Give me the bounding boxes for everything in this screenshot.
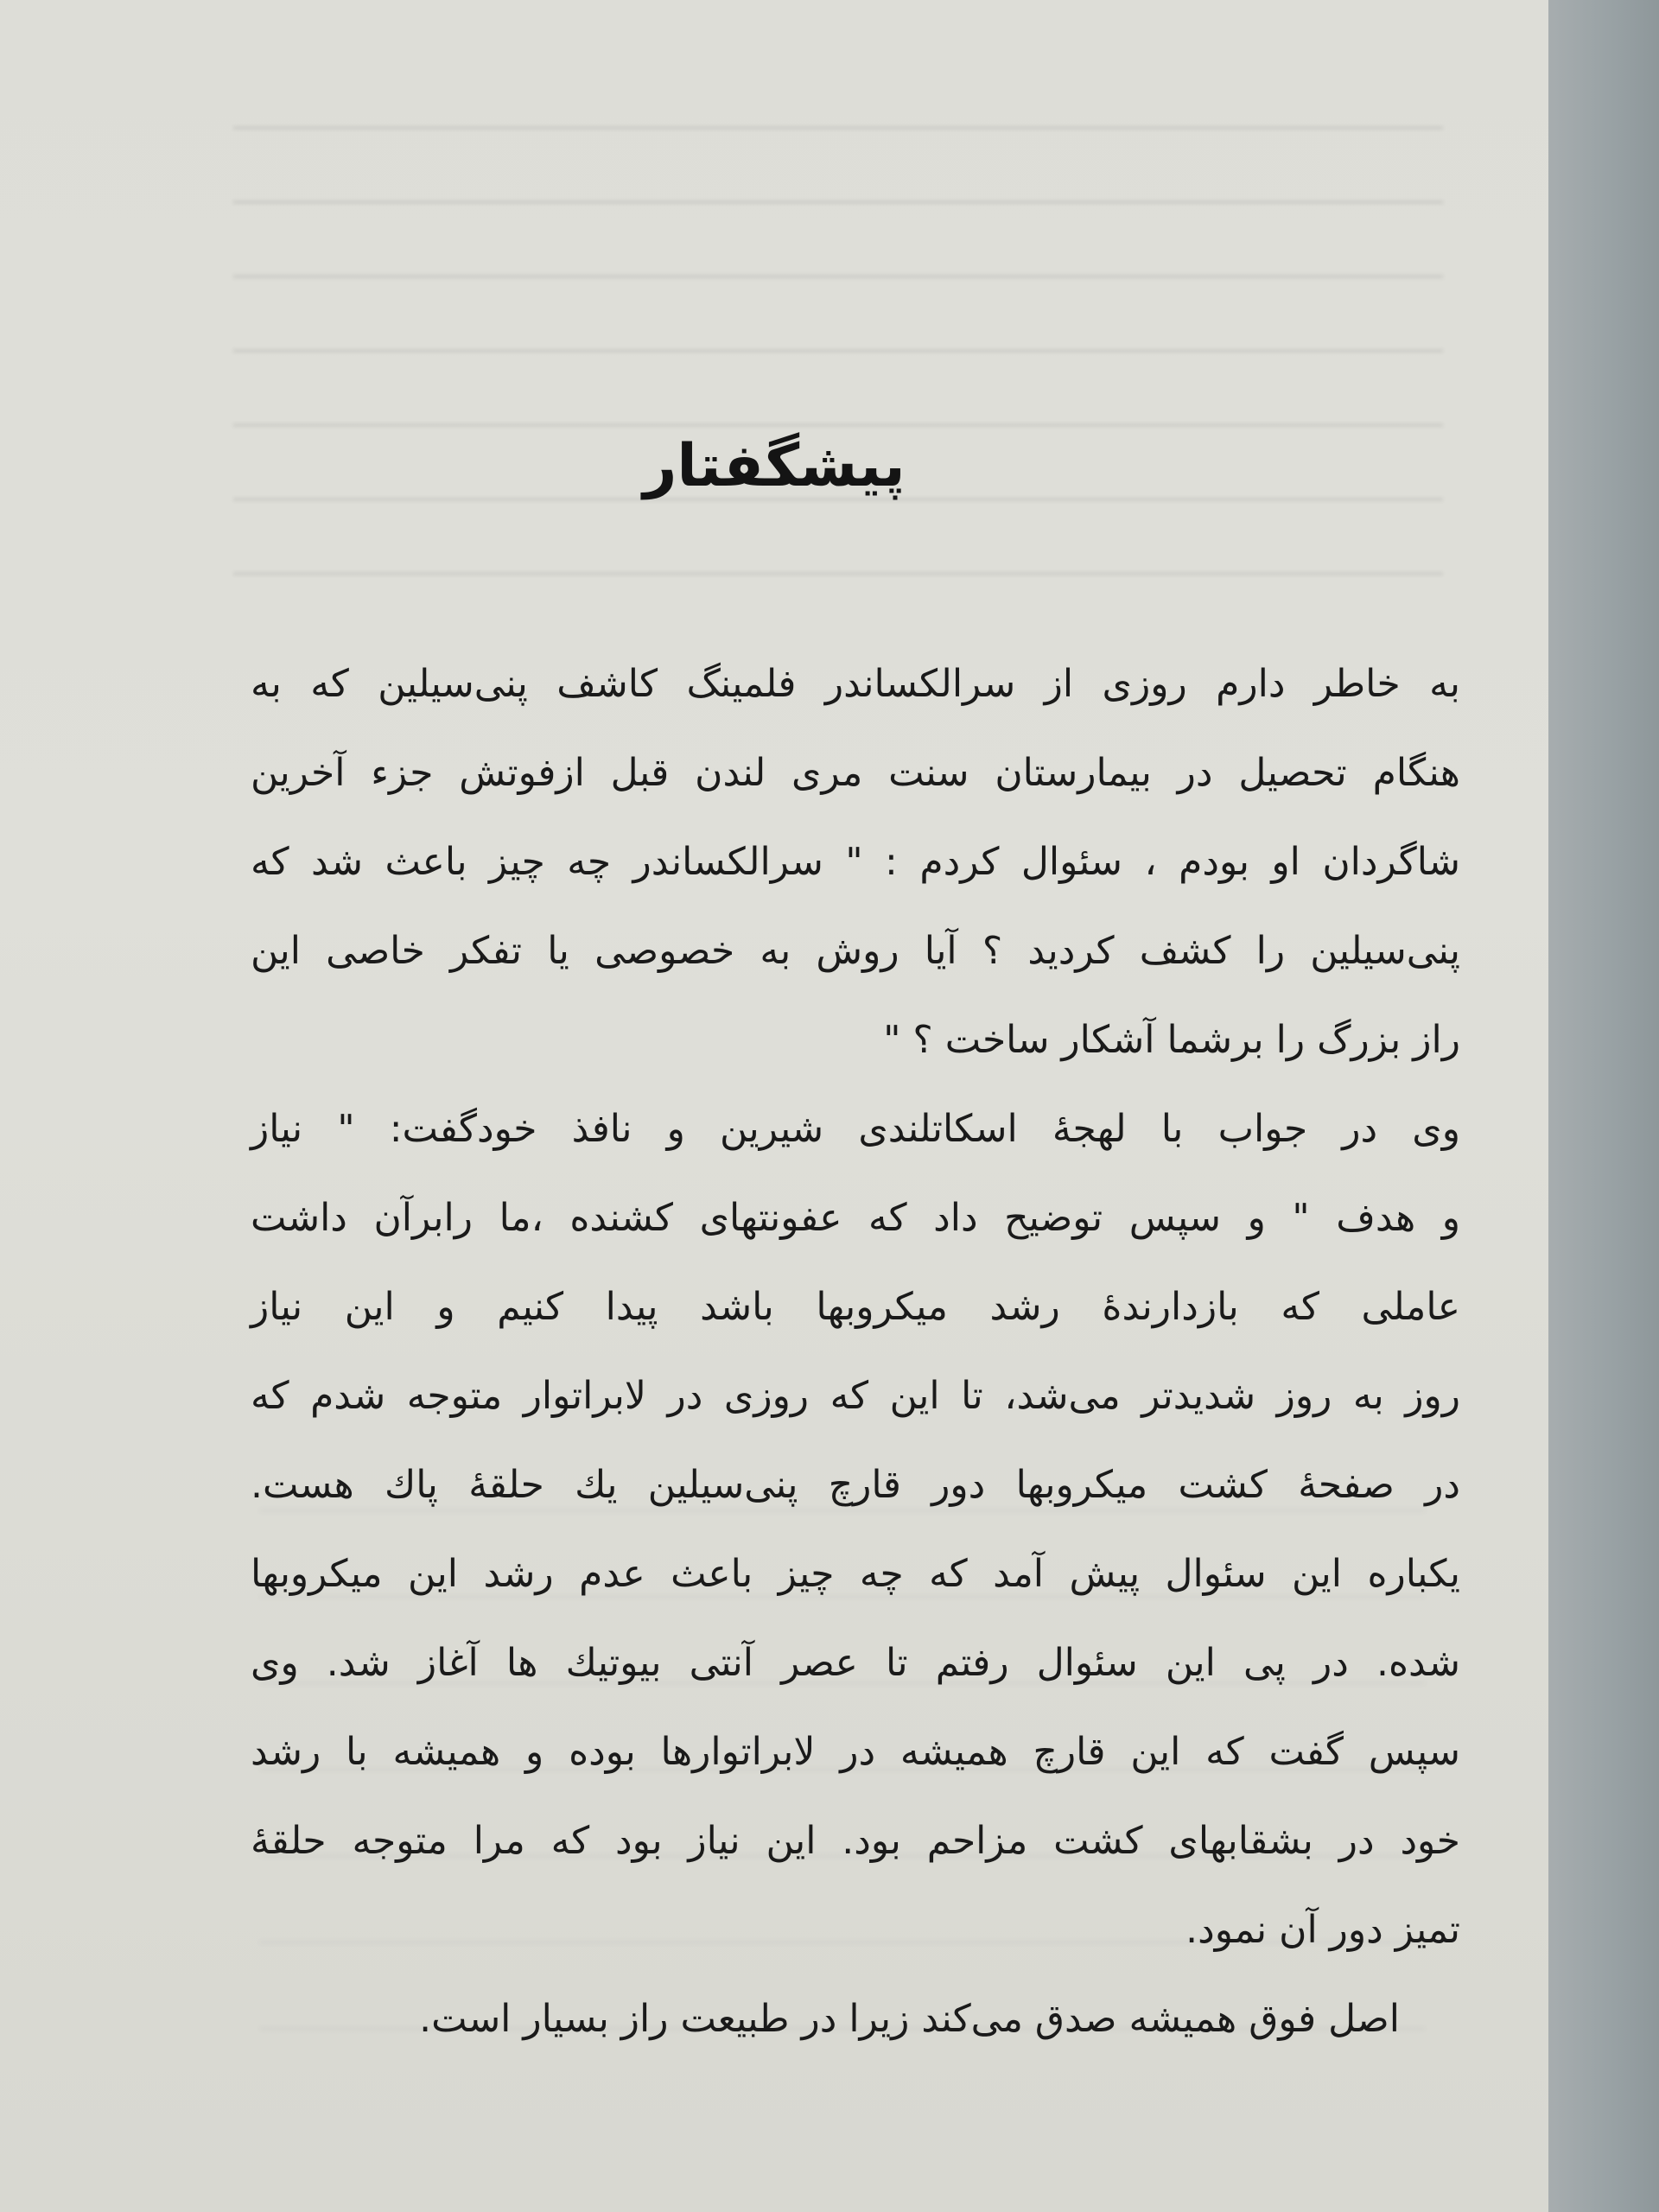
page-edge-shadow: [1548, 0, 1659, 2212]
text-line: روز به روز شدیدتر می‌شد، تا این که روزی در لابراتوار متوجه شدم که: [251, 1374, 1460, 1418]
text-line: وی در جواب با لهجهٔ اسکاتلندی شیرین و نافذ خودگفت: " نیاز: [251, 1107, 1460, 1151]
text-line: هنگام تحصیل در بیمارستان سنت مری لندن قبل ازفوتش جزء آخرین: [251, 751, 1460, 795]
text-line: و هدف " و سپس توضیح داد که عفونتهای کشنده ،ما رابرآن داشت: [251, 1196, 1460, 1240]
text-line: به خاطر دارم روزی از سرالکساندر فلمینگ کاشف پنی‌سیلین که به: [251, 662, 1460, 706]
page-title: پیشگفتار: [643, 432, 906, 500]
text-line: پنی‌سیلین را کشف کردید ؟ آیا روش به خصوصی یا تفکر خاصی این: [251, 929, 1460, 973]
text-line: خود در بشقابهای کشت مزاحم بود. این نیاز بود که مرا متوجه حلقهٔ: [251, 1819, 1460, 1863]
text-line: عاملی که بازدارندهٔ رشد میکروبها باشد پیدا کنیم و این نیاز: [251, 1285, 1460, 1329]
text-line: راز بزرگ را برشما آشکار ساخت ؟ ": [883, 1018, 1460, 1062]
body-text: [251, 639, 1460, 2063]
text-line: سپس گفت که این قارچ همیشه در لابراتوارها بوده و همیشه با رشد: [251, 1730, 1460, 1774]
text-line: اصل فوق همیشه صدق می‌کند زیرا در طبیعت راز بسیار است.: [419, 1997, 1400, 2041]
text-line: شده. در پی این سئوال رفتم تا عصر آنتی بیوتیك ها آغاز شد. وی: [251, 1641, 1460, 1685]
text-line: شاگردان او بودم ، سئوال کردم : " سرالکساندر چه چیز باعث شد که: [251, 840, 1460, 884]
text-line: تمیز دور آن نمود.: [1185, 1908, 1460, 1952]
text-line: یکباره این سئوال پیش آمد که چه چیز باعث عدم رشد این میکروبها: [251, 1552, 1460, 1596]
text-line: در صفحهٔ کشت میکروبها دور قارچ پنی‌سیلین یك حلقهٔ پاك هست.: [251, 1463, 1460, 1507]
show-through-text: [233, 95, 1443, 605]
